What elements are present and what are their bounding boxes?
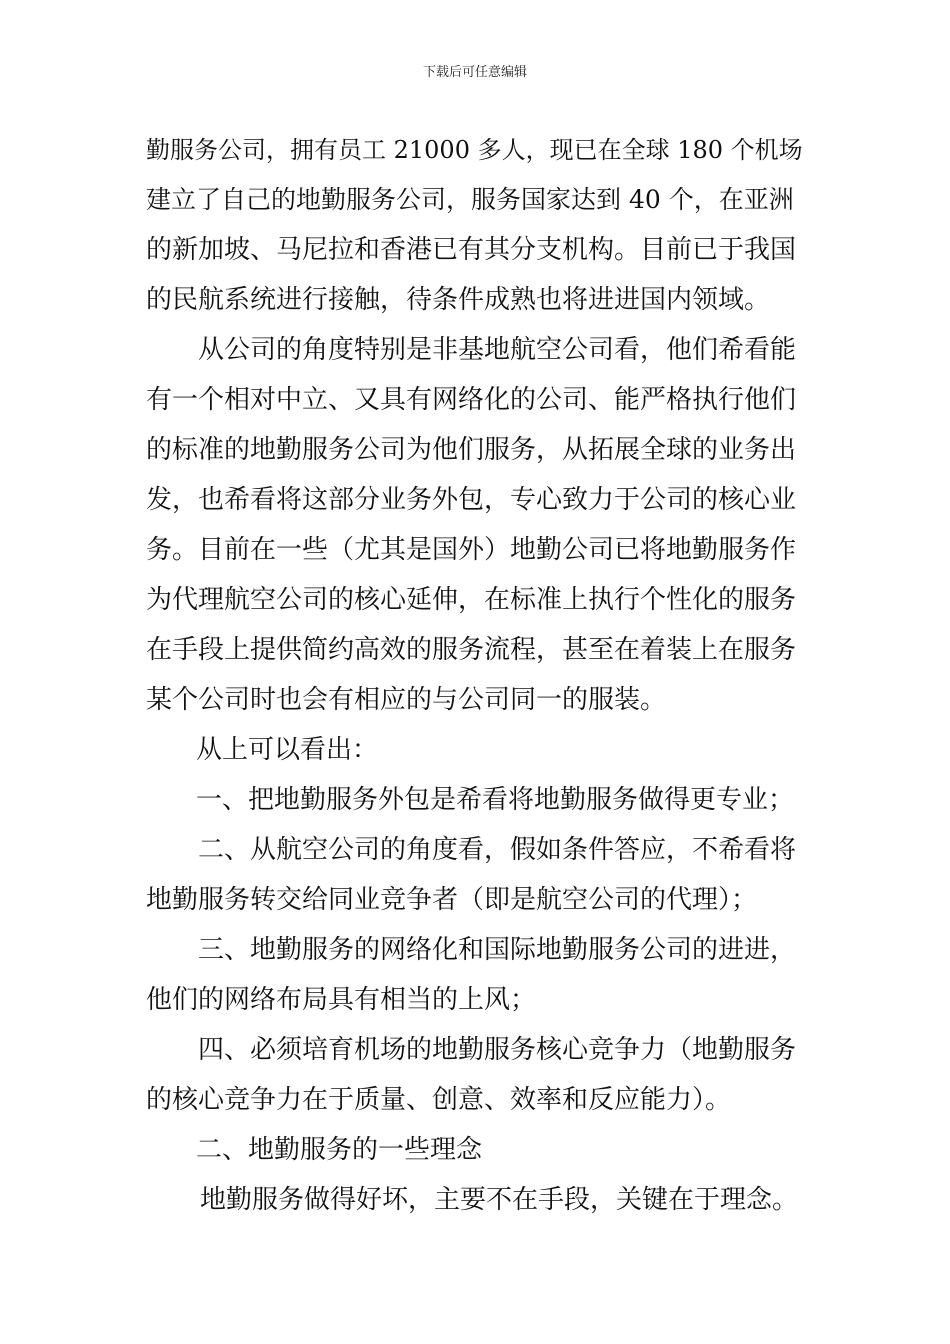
text-line: 的新加坡、马尼拉和香港已有其分支机构。目前已于我国 <box>146 235 797 265</box>
text-line: 有一个相对中立、又具有网络化的公司、能严格执行他们 <box>146 385 797 415</box>
text-line: 发，也希看将这部分业务外包，专心致力于公司的核心业 <box>146 485 797 515</box>
text-line: 务。目前在一些（尤其是国外）地勤公司已将地勤服务作 <box>146 535 797 565</box>
text-line: 四、必须培育机场的地勤服务核心竞争力（地勤服务 <box>198 1035 797 1065</box>
text-line: 一、把地勤服务外包是希看将地勤服务做得更专业； <box>196 785 795 815</box>
text-line: 他们的网络布局具有相当的上风； <box>146 985 537 1015</box>
section-heading: 二、地勤服务的一些理念 <box>196 1135 483 1165</box>
text-line: 从上可以看出： <box>196 735 379 765</box>
page-header: 下载后可任意编辑 <box>422 65 527 80</box>
text-line: 的核心竞争力在于质量、创意、效率和反应能力）。 <box>146 1085 732 1115</box>
text-line: 的民航系统进行接触，待条件成熟也将进进国内领域。 <box>146 285 771 315</box>
text-line: 的标准的地勤服务公司为他们服务，从拓展全球的业务出 <box>146 435 797 465</box>
text-line: 某个公司时也会有相应的与公司同一的服装。 <box>146 685 667 715</box>
text-line: 地勤服务转交给同业竞争者（即是航空公司的代理）； <box>146 885 758 915</box>
text-line: 在手段上提供简约高效的服务流程，甚至在着装上在服务 <box>146 635 797 665</box>
text-line: 建立了自己的地勤服务公司，服务国家达到 40 个，在亚洲 <box>146 185 794 214</box>
text-line: 二、从航空公司的角度看，假如条件答应，不希看将 <box>198 835 797 865</box>
text-line: 三、地勤服务的网络化和国际地勤服务公司的进进， <box>198 935 797 965</box>
text-line: 勤服务公司，拥有员工 21000 多人，现已在全球 180 个机场 <box>146 136 803 164</box>
text-line: 从公司的角度特别是非基地航空公司看，他们希看能 <box>198 335 797 365</box>
text-line: 为代理航空公司的核心延伸，在标准上执行个性化的服务 <box>146 585 797 615</box>
text-line: 地勤服务做得好坏，主要不在手段，关键在于理念。 <box>200 1185 799 1215</box>
